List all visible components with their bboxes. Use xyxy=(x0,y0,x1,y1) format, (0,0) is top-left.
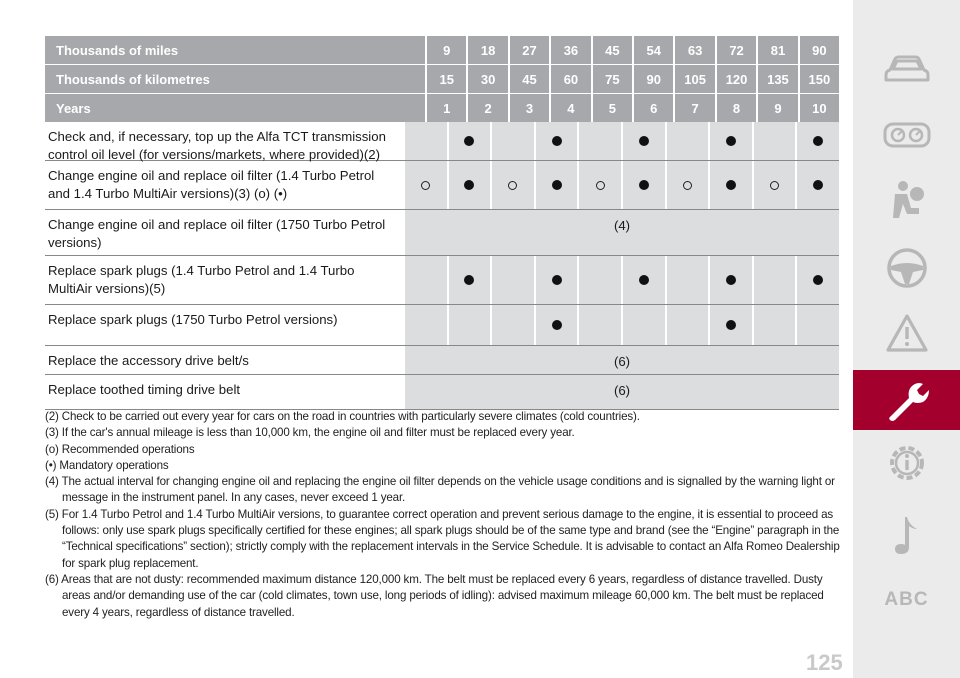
interval-cell xyxy=(665,256,709,304)
header-label: Thousands of kilometres xyxy=(56,71,210,87)
music-note-icon[interactable] xyxy=(853,505,960,565)
interval-cell xyxy=(795,256,839,304)
header-value: 150 xyxy=(798,65,839,93)
header-value: 4 xyxy=(549,94,590,122)
interval-cell xyxy=(405,122,447,160)
header-value: 6 xyxy=(632,94,673,122)
mandatory-dot-icon xyxy=(813,136,823,146)
interval-cell xyxy=(752,122,796,160)
header-value: 27 xyxy=(508,36,549,64)
header-value: 9 xyxy=(425,36,466,64)
mandatory-dot-icon xyxy=(726,180,736,190)
interval-cells xyxy=(405,210,839,255)
recommended-ring-icon xyxy=(770,181,779,190)
interval-cell xyxy=(405,305,447,345)
interval-cell xyxy=(708,161,752,209)
interval-cell xyxy=(621,256,665,304)
interval-cell xyxy=(490,256,534,304)
mandatory-dot-icon xyxy=(813,180,823,190)
mandatory-dot-icon xyxy=(464,180,474,190)
header-value: 3 xyxy=(508,94,549,122)
header-value: 8 xyxy=(715,94,756,122)
interval-cell xyxy=(577,161,621,209)
recommended-ring-icon xyxy=(596,181,605,190)
abc-index-icon[interactable] xyxy=(853,570,960,630)
mandatory-dot-icon xyxy=(726,320,736,330)
interval-cell xyxy=(490,122,534,160)
steering-wheel-icon[interactable] xyxy=(853,238,960,298)
operation-label: Replace spark plugs (1.4 Turbo Petrol and 1.4 Turbo MultiAir versions)(5) xyxy=(48,263,355,296)
operation-label: Replace the accessory drive belt/s xyxy=(48,353,249,368)
interval-cell xyxy=(752,305,796,345)
mandatory-dot-icon xyxy=(639,275,649,285)
interval-cell xyxy=(708,305,752,345)
chapter-sidebar xyxy=(853,0,960,678)
interval-cell xyxy=(708,122,752,160)
interval-cell xyxy=(405,256,447,304)
footnote: (4) The actual interval for changing engine oil and replacing the engine oil filter depends on the vehicle usage conditions and is signalled by the warning light or message in the instrument panel. In any cases, never exceed 1 year. xyxy=(45,475,835,505)
header-value: 5 xyxy=(591,94,632,122)
header-row-kilometres xyxy=(45,64,839,93)
footnote: (3) If the car's annual mileage is less than 10,000 km, the engine oil and filter must be replaced every year. xyxy=(45,426,575,440)
interval-cell xyxy=(447,256,491,304)
interval-cell xyxy=(752,256,796,304)
interval-cells xyxy=(405,161,839,209)
header-value: 63 xyxy=(673,36,714,64)
header-value: 135 xyxy=(756,65,797,93)
mandatory-dot-icon xyxy=(552,275,562,285)
mandatory-dot-icon xyxy=(639,180,649,190)
warning-triangle-icon[interactable] xyxy=(853,303,960,363)
table-row xyxy=(45,346,839,375)
header-value: 90 xyxy=(798,36,839,64)
interval-note-cell: (6) xyxy=(405,375,839,409)
header-value: 15 xyxy=(425,65,466,93)
interval-cell xyxy=(795,305,839,345)
interval-cell xyxy=(621,305,665,345)
interval-cell xyxy=(665,122,709,160)
interval-cell xyxy=(752,161,796,209)
interval-cells xyxy=(405,122,839,160)
interval-cell xyxy=(577,256,621,304)
interval-cell xyxy=(708,256,752,304)
interval-cell xyxy=(405,161,447,209)
table-row xyxy=(45,210,839,256)
interval-cell xyxy=(490,305,534,345)
header-row-miles xyxy=(45,36,839,64)
interval-cells xyxy=(405,256,839,304)
operation-label: Replace toothed timing drive belt xyxy=(48,382,241,397)
interval-cell xyxy=(665,305,709,345)
dashboard-icon[interactable] xyxy=(853,105,960,165)
abc-label: ABC xyxy=(884,589,929,610)
header-value: 1 xyxy=(425,94,466,122)
header-value: 75 xyxy=(591,65,632,93)
airbag-icon[interactable] xyxy=(853,170,960,230)
mandatory-dot-icon xyxy=(552,136,562,146)
interval-note-cell: (6) xyxy=(405,346,839,374)
recommended-ring-icon xyxy=(421,181,430,190)
header-value: 18 xyxy=(466,36,507,64)
footnotes xyxy=(45,409,845,621)
interval-cell xyxy=(795,122,839,160)
info-gear-icon[interactable] xyxy=(853,433,960,493)
mandatory-dot-icon xyxy=(464,136,474,146)
interval-cell xyxy=(534,256,578,304)
recommended-ring-icon xyxy=(683,181,692,190)
mandatory-dot-icon xyxy=(552,180,562,190)
footnote: (2) Check to be carried out every year for cars on the road in countries with particularly severe climates (cold countries). xyxy=(45,410,640,423)
interval-cell xyxy=(577,122,621,160)
table-row xyxy=(45,122,839,161)
header-value: 105 xyxy=(673,65,714,93)
mandatory-dot-icon xyxy=(639,136,649,146)
maintenance-schedule-table xyxy=(45,36,839,410)
header-value: 9 xyxy=(756,94,797,122)
interval-cell xyxy=(490,161,534,209)
car-icon[interactable] xyxy=(853,38,960,98)
table-row xyxy=(45,305,839,346)
footnote: (o) Recommended operations xyxy=(45,442,195,456)
footnote: (6) Areas that are not dusty: recommended maximum distance 120,000 km. The belt must be replaced every 6 years, regardless of distance travelled. Dusty areas and/or demanding use of the car (cold climates, town use, long periods of idling): advised maximum mileage 60,000 km. The belt must be replaced every 4 years, regardless of distance travelled. xyxy=(45,572,824,619)
header-value: 2 xyxy=(466,94,507,122)
operation-label: Change engine oil and replace oil filter (1750 Turbo Petrol versions) xyxy=(48,217,386,250)
header-label: Thousands of miles xyxy=(56,42,179,58)
interval-cell xyxy=(665,161,709,209)
header-value: 120 xyxy=(715,65,756,93)
header-value: 10 xyxy=(798,94,839,122)
interval-cell xyxy=(534,161,578,209)
page-number: 125 xyxy=(806,650,843,675)
mandatory-dot-icon xyxy=(464,275,474,285)
interval-cell xyxy=(447,122,491,160)
interval-cell xyxy=(447,161,491,209)
header-value: 54 xyxy=(632,36,673,64)
interval-cells xyxy=(405,305,839,345)
mandatory-dot-icon xyxy=(726,275,736,285)
interval-cell xyxy=(795,161,839,209)
header-value: 36 xyxy=(549,36,590,64)
operation-label: Replace spark plugs (1750 Turbo Petrol versions) xyxy=(48,312,338,327)
header-value: 7 xyxy=(673,94,714,122)
mandatory-dot-icon xyxy=(726,136,736,146)
recommended-ring-icon xyxy=(508,181,517,190)
interval-cells xyxy=(405,375,839,409)
header-value: 60 xyxy=(549,65,590,93)
header-value: 72 xyxy=(715,36,756,64)
interval-cell xyxy=(534,305,578,345)
header-row-years xyxy=(45,93,839,122)
table-body xyxy=(45,122,839,410)
table-row xyxy=(45,161,839,210)
mandatory-dot-icon xyxy=(813,275,823,285)
header-value: 90 xyxy=(632,65,673,93)
mandatory-dot-icon xyxy=(552,320,562,330)
table-row xyxy=(45,256,839,305)
interval-cell xyxy=(621,161,665,209)
interval-cell xyxy=(577,305,621,345)
header-value: 45 xyxy=(591,36,632,64)
footnote: (5) For 1.4 Turbo Petrol and 1.4 Turbo MultiAir versions, to guarantee correct operation and prevent serious damage to the engine, it is essential to proceed as follows: only use spark plugs specifically certified for these engines; all spark plugs should be of the same type and brand (see the “Engine” paragraph in the “Technical specifications” section); strictly comply with the replacement intervals in the Service Schedule. It is advisable to contact an Alfa Romeo Dealership for spark plug replacement. xyxy=(45,507,840,570)
header-value: 81 xyxy=(756,36,797,64)
header-value: 30 xyxy=(466,65,507,93)
operation-label: Change engine oil and replace oil filter (1.4 Turbo Petrol and 1.4 Turbo MultiAir versions)(3) (o) (•) xyxy=(48,168,375,201)
interval-cells xyxy=(405,346,839,374)
interval-cell xyxy=(534,122,578,160)
footnote: (•) Mandatory operations xyxy=(45,458,169,472)
operation-label: Check and, if necessary, top up the Alfa TCT transmission control oil level (for versions/markets, where provided)(2) xyxy=(48,129,386,162)
interval-cell xyxy=(621,122,665,160)
interval-cell xyxy=(447,305,491,345)
interval-note-cell: (4) xyxy=(405,210,839,255)
wrench-icon[interactable] xyxy=(853,370,960,430)
table-row xyxy=(45,375,839,410)
header-value: 45 xyxy=(508,65,549,93)
header-label: Years xyxy=(56,100,91,116)
